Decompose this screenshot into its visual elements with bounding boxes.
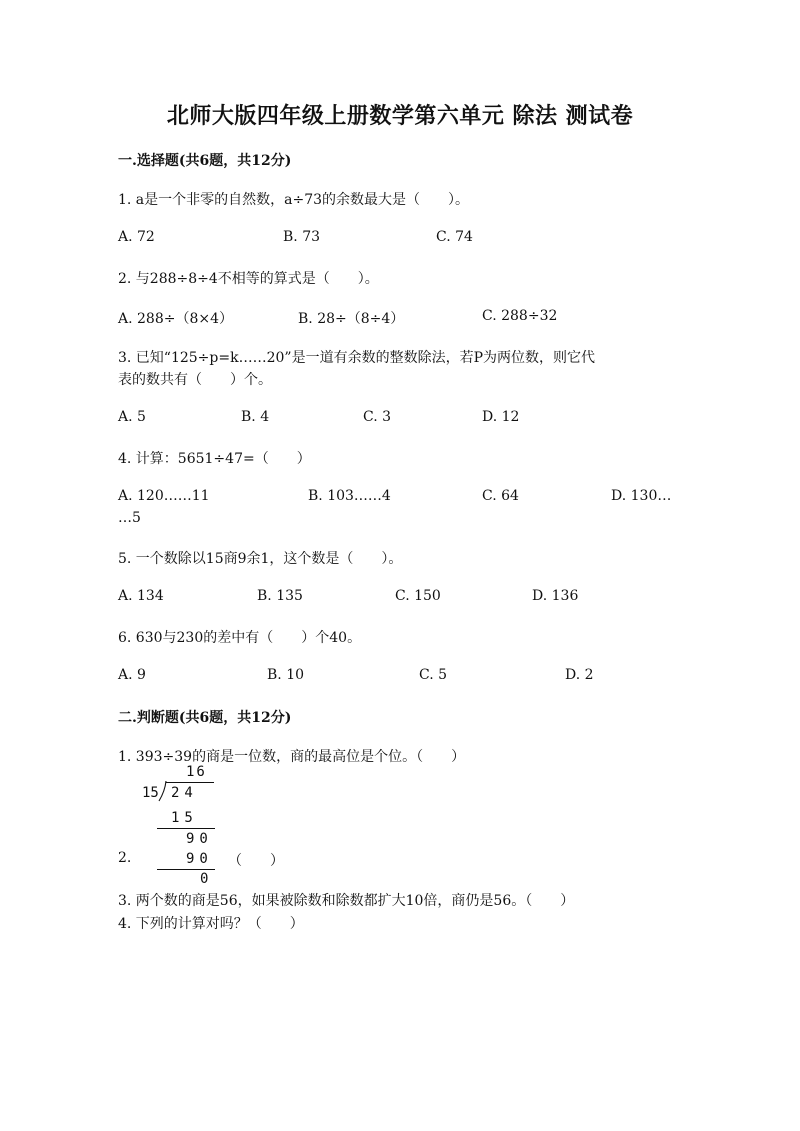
question-2-4: 4. 下列的计算对吗？（ ）: [118, 916, 304, 932]
option-1-3-a: A. 5: [118, 409, 146, 425]
option-1-4-d-line2: …5: [118, 510, 141, 526]
question-1-6: 6. 630与230的差中有（ ）个40。: [118, 630, 362, 646]
question-1-4: 4. 计算：5651÷47=（ ）: [118, 451, 311, 467]
option-1-1-c: C. 74: [436, 229, 473, 245]
section-heading-judge: 二.判断题(共6题，共12分): [118, 710, 292, 726]
division-bar: [166, 782, 214, 783]
long-division-dividend: 24: [171, 785, 198, 801]
section-heading-choice: 一.选择题(共6题，共12分): [118, 153, 292, 169]
long-division-step1: 15: [171, 810, 198, 826]
option-1-4-d-line1: D. 130…: [611, 488, 672, 504]
option-1-5-a: A. 134: [118, 588, 164, 604]
long-division-step2: 90: [186, 851, 213, 867]
option-1-3-b: B. 4: [241, 409, 270, 425]
question-1-3-line2: 表的数共有（ ）个。: [118, 372, 272, 388]
option-1-2-a: A. 288÷（8×4）: [118, 311, 234, 327]
question-2-2-paren: （ ）: [228, 853, 284, 869]
option-1-1-a: A. 72: [118, 229, 155, 245]
option-1-2-b: B. 28÷（8÷4）: [298, 311, 405, 327]
option-1-6-a: A. 9: [118, 667, 146, 683]
option-1-4-a: A. 120……11: [118, 488, 210, 504]
option-1-5-b: B. 135: [257, 588, 303, 604]
long-division-result: 0: [200, 871, 209, 887]
option-1-3-d: D. 12: [482, 409, 520, 425]
option-1-1-b: B. 73: [283, 229, 321, 245]
option-1-5-c: C. 150: [395, 588, 441, 604]
option-1-4-b: B. 103……4: [308, 488, 391, 504]
option-1-2-c: C. 288÷32: [482, 308, 558, 324]
option-1-5-d: D. 136: [532, 588, 579, 604]
option-1-4-c: C. 64: [482, 488, 519, 504]
question-2-2-label: 2.: [118, 850, 132, 866]
division-line-1: [157, 828, 215, 829]
long-division-remainder1: 90: [186, 831, 213, 847]
question-2-3: 3. 两个数的商是56，如果被除数和除数都扩大10倍，商仍是56。（ ）: [118, 893, 575, 909]
option-1-6-b: B. 10: [267, 667, 305, 683]
question-1-2: 2. 与288÷8÷4不相等的算式是（ ）。: [118, 271, 379, 287]
option-1-6-d: D. 2: [565, 667, 594, 683]
question-1-1: 1. a是一个非零的自然数，a÷73的余数最大是（ ）。: [118, 192, 470, 208]
division-line-2: [157, 869, 215, 870]
long-division-quotient: 16: [186, 764, 207, 780]
long-division-divisor: 15: [142, 785, 159, 801]
question-1-3-line1: 3. 已知“125÷p=k……20”是一道有余数的整数除法，若P为两位数，则它代: [118, 350, 595, 366]
option-1-6-c: C. 5: [419, 667, 448, 683]
question-1-5: 5. 一个数除以15商9余1，这个数是（ ）。: [118, 551, 403, 567]
option-1-3-c: C. 3: [363, 409, 392, 425]
question-2-1: 1. 393÷39的商是一位数，商的最高位是个位。（ ）: [118, 749, 466, 765]
page-title: 北师大版四年级上册数学第六单元 除法 测试卷: [166, 103, 634, 129]
